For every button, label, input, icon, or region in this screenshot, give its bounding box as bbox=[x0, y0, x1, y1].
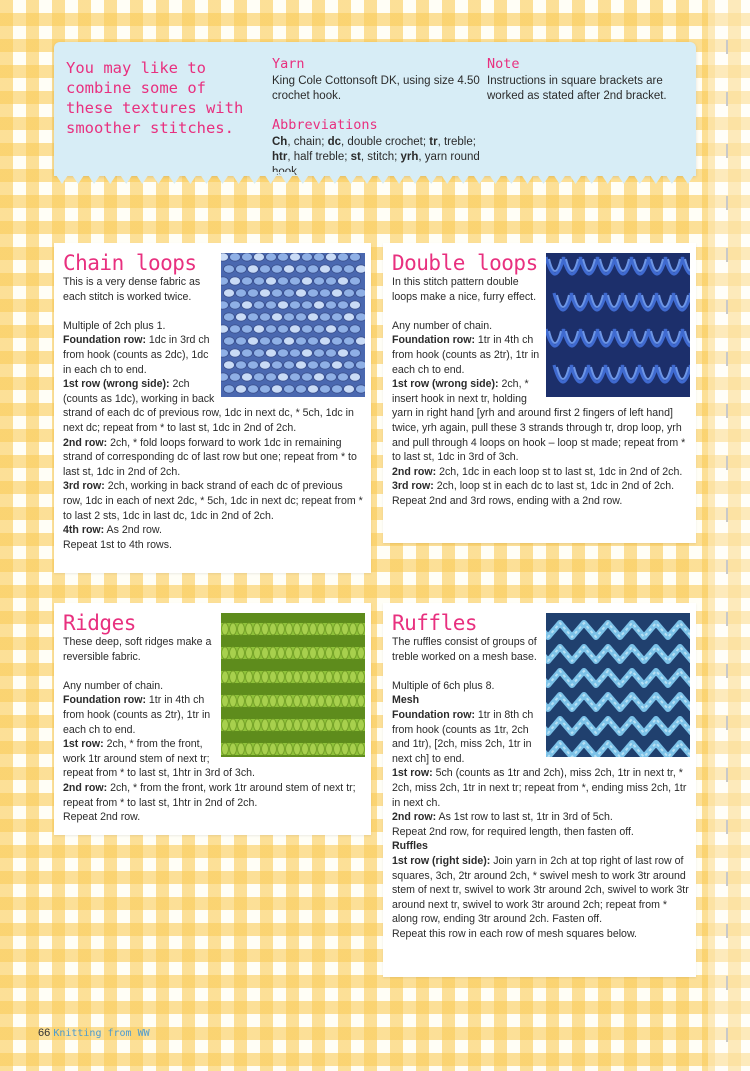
info-card bbox=[54, 42, 696, 176]
stitch-panel-ridges bbox=[54, 603, 371, 835]
row-label: Foundation row: bbox=[63, 694, 146, 707]
abbreviation-key: yrh bbox=[400, 151, 419, 163]
row-text: Repeat 2nd row. bbox=[63, 811, 141, 824]
instruction-line bbox=[392, 927, 690, 942]
row-text: Any number of chain. bbox=[392, 319, 493, 332]
row-text: 1tr in 4th ch from hook (counts as 2tr), 1tr in each ch to end. bbox=[63, 694, 211, 736]
row-text: As 2nd row. bbox=[104, 524, 162, 537]
abbreviation-key: tr bbox=[429, 136, 438, 148]
intro-text: You may like to combine some of these textures with smoother stitches. bbox=[66, 59, 244, 137]
yarn-column bbox=[272, 56, 482, 180]
row-text: 2ch, * fold loops forward to work 1dc in remaining strand of corresponding dc of last row but one; repeat from * to last st, 1dc in 2nd of 2ch. bbox=[63, 436, 357, 478]
row-label: 2nd row: bbox=[63, 781, 108, 794]
instruction-line bbox=[392, 839, 690, 854]
instruction-line bbox=[392, 479, 690, 494]
row-label: 1st row (right side): bbox=[392, 854, 491, 867]
row-label: Foundation row: bbox=[392, 708, 475, 721]
green-ridge-texture-photo bbox=[221, 613, 365, 757]
instruction-line bbox=[63, 810, 365, 825]
instruction-line bbox=[392, 766, 690, 810]
stitch-title: Chain loops bbox=[63, 251, 197, 275]
edge-tick bbox=[726, 820, 728, 834]
edge-tick bbox=[726, 92, 728, 106]
edge-tick bbox=[726, 352, 728, 366]
instruction-line bbox=[392, 854, 690, 927]
abbreviations-heading: Abbreviations bbox=[272, 117, 378, 133]
edge-tick bbox=[726, 508, 728, 522]
row-text: Repeat this row in each row of mesh squares below. bbox=[392, 927, 637, 940]
row-label: 1st row: bbox=[63, 738, 104, 751]
row-label: 3rd row: bbox=[392, 480, 434, 493]
blue-bobble-texture-photo bbox=[221, 253, 365, 397]
yarn-text: King Cole Cottonsoft DK, using size 4.50 crochet hook. bbox=[272, 75, 480, 102]
row-text: 2ch, * insert hook in next tr, holding yarn in right hand [yrh and around first 2 fingers of left hand] twice, yrh again, pull these 3 strands through tr, drop loop, yrh and pull through 4 loops on hook – loop st made; repeat from * to last st, 1dc in 3rd of 3ch. bbox=[392, 378, 686, 464]
edge-tick bbox=[726, 144, 728, 158]
stitch-panel-double-loops bbox=[383, 243, 696, 543]
edge-tick bbox=[726, 1028, 728, 1042]
row-text: 1dc in 3rd ch from hook (counts as 2dc), 1dc in each ch to end. bbox=[63, 334, 210, 376]
page-footer bbox=[38, 1027, 150, 1039]
instruction-line bbox=[392, 465, 690, 480]
row-label: 1st row (wrong side): bbox=[392, 378, 499, 391]
row-label: 3rd row: bbox=[63, 480, 105, 493]
instruction-line bbox=[63, 538, 365, 553]
edge-tick bbox=[726, 404, 728, 418]
row-text: Multiple of 6ch plus 8. bbox=[392, 679, 495, 692]
row-text: 2ch, loop st in each dc to last st, 1dc in 2nd of 2ch. bbox=[433, 480, 675, 493]
row-label: Foundation row: bbox=[392, 334, 475, 347]
stitch-panel-chain-loops bbox=[54, 243, 371, 573]
lightblue-ruffle-texture-photo bbox=[546, 613, 690, 757]
abbreviation-meaning: , treble; bbox=[437, 136, 476, 148]
row-text: 2ch, * from the front, work 1tr around stem of next tr; repeat from * to last st, 1htr in 3rd of 3ch. bbox=[63, 738, 255, 780]
edge-tick bbox=[726, 924, 728, 938]
row-text: In this stitch pattern double loops make a nice, furry effect. bbox=[392, 276, 537, 303]
row-text: Any number of chain. bbox=[63, 679, 164, 692]
edge-tick bbox=[726, 196, 728, 210]
row-label: 1st row: bbox=[392, 767, 433, 780]
row-text: 1tr in 4th ch from hook (counts as 2tr), 1tr in each ch to end. bbox=[392, 334, 540, 376]
edge-tick bbox=[726, 716, 728, 730]
stitch-title: Ridges bbox=[63, 611, 136, 635]
instruction-line bbox=[63, 781, 365, 810]
zigzag-edge bbox=[54, 172, 696, 186]
abbreviation-key: htr bbox=[272, 151, 288, 163]
row-text: As 1st row to last st, 1tr in 3rd of 5ch. bbox=[436, 811, 613, 824]
stitch-instructions bbox=[63, 275, 365, 552]
row-text: This is a very dense fabric as each stitch is worked twice. bbox=[63, 276, 201, 303]
row-label: 2nd row: bbox=[63, 436, 108, 449]
edge-tick bbox=[726, 872, 728, 886]
row-text: Repeat 2nd and 3rd rows, ending with a 2nd row. bbox=[392, 494, 623, 507]
instruction-line bbox=[63, 436, 365, 480]
row-text: 5ch (counts as 1tr and 2ch), miss 2ch, 1tr in next tr, * 2ch, miss 2ch, 1tr in next tr; repeat from *, ending miss 2ch, 1tr in next ch. bbox=[392, 767, 687, 809]
edge-tick bbox=[726, 612, 728, 626]
stitch-title: Ruffles bbox=[392, 611, 478, 635]
stitch-instructions bbox=[392, 275, 690, 509]
edge-tick bbox=[726, 768, 728, 782]
edge-tick bbox=[726, 300, 728, 314]
page-edge-strip bbox=[708, 0, 750, 1071]
abbreviation-key: Ch bbox=[272, 136, 288, 148]
row-text: Multiple of 2ch plus 1. bbox=[63, 319, 166, 332]
instruction-line bbox=[392, 494, 690, 509]
row-label: 4th row: bbox=[63, 524, 105, 537]
abbreviation-meaning: , half treble; bbox=[287, 151, 351, 163]
abbreviation-meaning: , yarn round bbox=[418, 151, 480, 163]
edge-tick bbox=[726, 976, 728, 990]
abbreviation-meaning: , double crochet; bbox=[341, 136, 430, 148]
edge-tick bbox=[726, 248, 728, 262]
instruction-line bbox=[63, 523, 365, 538]
row-text: 2ch, 1dc in each loop st to last st, 1dc in 2nd of 2ch. bbox=[436, 465, 683, 478]
row-text: Join yarn in 2ch at top right of last row of squares, 3ch, 2tr around 2ch, * swivel mesh to work 3tr around stem of next tr, swivel to work 3tr around 2ch, swivel to work 3tr around next tr, swivel to work 3tr around 2ch; repeat from * along row, ending 3tr around 2ch. Fasten off. bbox=[392, 854, 689, 926]
note-text: Instructions in square brackets are worked as stated after 2nd bracket. bbox=[487, 75, 667, 102]
magazine-name: Knitting from WW bbox=[53, 1028, 150, 1039]
edge-tick bbox=[726, 664, 728, 678]
abbreviation-key: st bbox=[350, 151, 361, 163]
stitch-instructions bbox=[392, 635, 690, 941]
note-column bbox=[487, 56, 682, 104]
instruction-line bbox=[392, 810, 690, 825]
row-text: These deep, soft ridges make a reversible fabric. bbox=[63, 636, 212, 663]
edge-tick bbox=[726, 456, 728, 470]
page-number: 66 bbox=[38, 1027, 51, 1039]
row-label: 2nd row: bbox=[392, 811, 437, 824]
row-text: 1tr in 8th ch from hook (counts as 1tr, 2ch and 1tr), [2ch, miss 2ch, 1tr in next ch] to end. bbox=[392, 708, 534, 765]
instruction-line bbox=[392, 825, 690, 840]
navy-loop-texture-photo bbox=[546, 253, 690, 397]
yarn-heading: Yarn bbox=[272, 56, 305, 72]
row-label: Mesh bbox=[392, 694, 420, 707]
row-text: Repeat 2nd row, for required length, then fasten off. bbox=[392, 825, 634, 838]
row-text: 2ch (counts as 1dc), working in back strand of each dc of previous row, 1dc in next dc, * 5ch, 1dc in next dc; repeat from * to last st, 1dc in 2nd of 2ch. bbox=[63, 378, 354, 434]
edge-tick bbox=[726, 560, 728, 574]
abbreviation-meaning: , chain; bbox=[287, 136, 328, 148]
instruction-line bbox=[63, 479, 365, 523]
stitch-instructions bbox=[63, 635, 365, 825]
row-text: Repeat 1st to 4th rows. bbox=[63, 538, 172, 551]
row-label: 1st row (wrong side): bbox=[63, 378, 170, 391]
edge-tick bbox=[726, 40, 728, 54]
abbreviation-meaning: , stitch; bbox=[360, 151, 401, 163]
row-label: Foundation row: bbox=[63, 334, 146, 347]
stitch-title: Double loops bbox=[392, 251, 538, 275]
row-text: The ruffles consist of groups of treble worked on a mesh base. bbox=[392, 636, 537, 663]
row-text: 2ch, working in back strand of each dc of previous row, 1dc in each of next 2dc, * 5ch, 1dc in next dc; repeat from * to last 2 sts, 1dc in last dc, 1dc in 2nd of 2ch. bbox=[63, 480, 363, 522]
row-label: Ruffles bbox=[392, 840, 428, 853]
note-heading: Note bbox=[487, 56, 520, 72]
stitch-panel-ruffles bbox=[383, 603, 696, 977]
row-label: 2nd row: bbox=[392, 465, 437, 478]
abbreviation-key: dc bbox=[327, 136, 342, 148]
row-text: 2ch, * from the front, work 1tr around stem of next tr; repeat from * to last st, 1htr in 2nd of 2ch. bbox=[63, 781, 356, 809]
